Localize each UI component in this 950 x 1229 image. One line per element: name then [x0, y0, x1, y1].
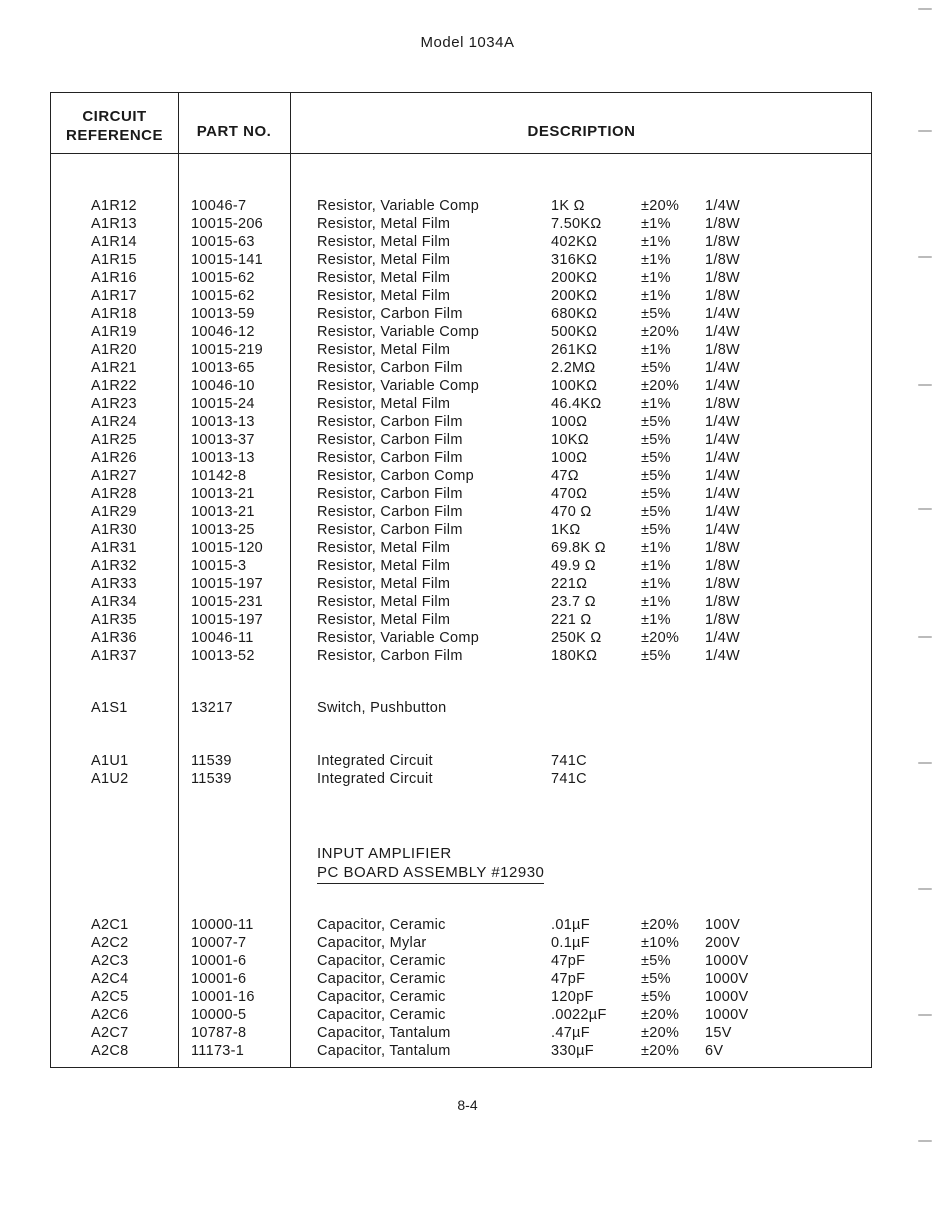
circuit-reference-cell: A1R23	[91, 396, 137, 412]
scan-edge-mark	[918, 384, 932, 386]
description-cell: Resistor, Metal Film	[317, 342, 451, 358]
description-cell: Capacitor, Ceramic	[317, 1007, 446, 1023]
part-number-cell: 13217	[191, 700, 233, 716]
rating-cell: 1/4W	[705, 306, 741, 322]
value-cell: 49.9 Ω	[551, 558, 596, 574]
description-cell: Resistor, Carbon Film	[317, 504, 463, 520]
part-number-cell: 10013-21	[191, 486, 255, 502]
part-number-cell: 10015-197	[191, 612, 264, 628]
table-row	[51, 770, 873, 788]
tolerance-cell: ±1%	[641, 540, 671, 556]
rating-cell: 1/8W	[705, 612, 741, 628]
circuit-reference-cell: A1R36	[91, 630, 137, 646]
tolerance-cell: ±5%	[641, 522, 671, 538]
rating-cell: 15V	[705, 1025, 732, 1041]
part-number-cell: 11173-1	[191, 1043, 245, 1059]
value-cell: 1KΩ	[551, 522, 581, 538]
tolerance-cell: ±1%	[641, 270, 671, 286]
rating-cell: 1/4W	[705, 432, 741, 448]
part-number-cell: 10015-141	[191, 252, 264, 268]
table-row	[51, 629, 873, 647]
value-cell: 250K Ω	[551, 630, 602, 646]
description-cell: Integrated Circuit	[317, 771, 433, 787]
description-cell: Capacitor, Ceramic	[317, 989, 446, 1005]
description-cell: Resistor, Metal Film	[317, 540, 451, 556]
circuit-reference-cell: A1R35	[91, 612, 137, 628]
part-number-cell: 10001-6	[191, 953, 247, 969]
description-cell: Resistor, Metal Film	[317, 216, 451, 232]
description-cell: Resistor, Carbon Film	[317, 306, 463, 322]
circuit-reference-cell: A2C2	[91, 935, 129, 951]
part-number-cell: 10013-59	[191, 306, 255, 322]
tolerance-cell: ±5%	[641, 468, 671, 484]
description-cell: Resistor, Metal Film	[317, 270, 451, 286]
rating-cell: 1/4W	[705, 414, 741, 430]
table-row	[51, 485, 873, 503]
table-row	[51, 952, 873, 970]
description-cell: Resistor, Carbon Film	[317, 486, 463, 502]
table-row	[51, 197, 873, 215]
part-number-cell: 10015-120	[191, 540, 264, 556]
part-number-cell: 11539	[191, 771, 232, 787]
tolerance-cell: ±1%	[641, 576, 671, 592]
circuit-reference-cell: A1R18	[91, 306, 137, 322]
table-row	[51, 988, 873, 1006]
table-row	[51, 269, 873, 287]
table-row	[51, 1042, 873, 1060]
rating-cell: 1/8W	[705, 216, 741, 232]
tolerance-cell: ±5%	[641, 414, 671, 430]
description-cell: Resistor, Carbon Film	[317, 522, 463, 538]
value-cell: 7.50KΩ	[551, 216, 602, 232]
part-number-cell: 10015-219	[191, 342, 264, 358]
rating-cell: 1/8W	[705, 342, 741, 358]
circuit-reference-cell: A2C6	[91, 1007, 129, 1023]
circuit-reference-cell: A1R13	[91, 216, 137, 232]
header-description: DESCRIPTION	[527, 123, 636, 140]
table-row	[51, 233, 873, 251]
parts-list-table	[50, 92, 872, 1068]
value-cell: 741C	[551, 753, 587, 769]
part-number-cell: 10046-7	[191, 198, 247, 214]
rating-cell: 1/8W	[705, 288, 741, 304]
description-cell: Resistor, Carbon Film	[317, 432, 463, 448]
value-cell: 680KΩ	[551, 306, 598, 322]
part-number-cell: 10013-65	[191, 360, 255, 376]
tolerance-cell: ±5%	[641, 971, 671, 987]
table-row	[51, 575, 873, 593]
scan-edge-mark	[918, 256, 932, 258]
description-cell: Capacitor, Ceramic	[317, 971, 446, 987]
rating-cell: 1/4W	[705, 360, 741, 376]
description-cell: Resistor, Metal Film	[317, 252, 451, 268]
tolerance-cell: ±1%	[641, 252, 671, 268]
rating-cell: 1/8W	[705, 396, 741, 412]
circuit-reference-cell: A1R31	[91, 540, 137, 556]
circuit-reference-cell: A1R24	[91, 414, 137, 430]
value-cell: 500KΩ	[551, 324, 598, 340]
value-cell: 47pF	[551, 953, 586, 969]
scan-edge-mark	[918, 762, 932, 764]
tolerance-cell: ±5%	[641, 648, 671, 664]
scan-edge-mark	[918, 8, 932, 10]
value-cell: 47pF	[551, 971, 586, 987]
table-row	[51, 916, 873, 934]
table-row	[51, 611, 873, 629]
part-number-cell: 10001-16	[191, 989, 255, 1005]
rating-cell: 1/4W	[705, 630, 741, 646]
description-cell: Resistor, Metal Film	[317, 288, 451, 304]
table-row	[51, 431, 873, 449]
value-cell: 46.4KΩ	[551, 396, 602, 412]
circuit-reference-cell: A1U2	[91, 771, 129, 787]
part-number-cell: 10046-10	[191, 378, 255, 394]
circuit-reference-cell: A2C5	[91, 989, 129, 1005]
circuit-reference-cell: A2C3	[91, 953, 129, 969]
rating-cell: 1000V	[705, 953, 749, 969]
table-row	[51, 251, 873, 269]
circuit-reference-cell: A1R28	[91, 486, 137, 502]
part-number-cell: 10000-11	[191, 917, 254, 933]
tolerance-cell: ±5%	[641, 306, 671, 322]
circuit-reference-cell: A1R30	[91, 522, 137, 538]
table-row	[51, 287, 873, 305]
table-row	[51, 752, 873, 770]
circuit-reference-cell: A1R27	[91, 468, 137, 484]
scan-edge-mark	[918, 130, 932, 132]
part-number-cell: 10142-8	[191, 468, 247, 484]
table-row	[51, 413, 873, 431]
circuit-reference-cell: A2C7	[91, 1025, 129, 1041]
part-number-cell: 10013-13	[191, 414, 255, 430]
value-cell: 330µF	[551, 1043, 594, 1059]
rating-cell: 1/4W	[705, 522, 741, 538]
value-cell: .47µF	[551, 1025, 590, 1041]
table-row	[51, 557, 873, 575]
scan-edge-mark	[918, 1014, 932, 1016]
table-row	[51, 215, 873, 233]
tolerance-cell: ±20%	[641, 198, 680, 214]
circuit-reference-cell: A1R25	[91, 432, 137, 448]
value-cell: 470Ω	[551, 486, 588, 502]
tolerance-cell: ±1%	[641, 612, 671, 628]
rating-cell: 1/8W	[705, 252, 741, 268]
description-cell: Resistor, Metal Film	[317, 396, 451, 412]
section-heading	[317, 844, 544, 884]
rating-cell: 1/4W	[705, 378, 741, 394]
part-number-cell: 10015-197	[191, 576, 264, 592]
part-number-cell: 10015-62	[191, 270, 255, 286]
part-number-cell: 10001-6	[191, 971, 247, 987]
rating-cell: 1/8W	[705, 558, 741, 574]
part-number-cell: 10015-62	[191, 288, 255, 304]
description-cell: Resistor, Variable Comp	[317, 378, 480, 394]
part-number-cell: 10015-231	[191, 594, 264, 610]
table-row	[51, 593, 873, 611]
description-cell: Resistor, Carbon Film	[317, 450, 463, 466]
rating-cell: 1/8W	[705, 576, 741, 592]
section-heading-line1: INPUT AMPLIFIER	[317, 845, 452, 862]
value-cell: 100KΩ	[551, 378, 598, 394]
rating-cell: 6V	[705, 1043, 724, 1059]
part-number-cell: 10013-37	[191, 432, 255, 448]
part-number-cell: 11539	[191, 753, 232, 769]
tolerance-cell: ±5%	[641, 432, 671, 448]
circuit-reference-cell: A1R29	[91, 504, 137, 520]
rating-cell: 1/4W	[705, 468, 741, 484]
tolerance-cell: ±5%	[641, 989, 671, 1005]
part-number-cell: 10013-52	[191, 648, 255, 664]
table-row	[51, 503, 873, 521]
description-cell: Resistor, Carbon Film	[317, 360, 463, 376]
rating-cell: 1/8W	[705, 594, 741, 610]
description-cell: Capacitor, Ceramic	[317, 917, 446, 933]
circuit-reference-cell: A1R12	[91, 198, 137, 214]
table-row	[51, 1024, 873, 1042]
header-circuit-reference-text: CIRCUIT REFERENCE	[65, 108, 163, 144]
header-divider	[51, 153, 871, 154]
value-cell: 402KΩ	[551, 234, 598, 250]
table-row	[51, 1006, 873, 1024]
circuit-reference-cell: A1R14	[91, 234, 137, 250]
circuit-reference-cell: A1U1	[91, 753, 129, 769]
tolerance-cell: ±1%	[641, 288, 671, 304]
tolerance-cell: ±5%	[641, 360, 671, 376]
description-cell: Capacitor, Tantalum	[317, 1043, 451, 1059]
value-cell: 100Ω	[551, 414, 588, 430]
value-cell: 23.7 Ω	[551, 594, 596, 610]
value-cell: 741C	[551, 771, 587, 787]
section-heading-line2: PC BOARD ASSEMBLY #12930	[317, 863, 544, 884]
description-cell: Capacitor, Tantalum	[317, 1025, 451, 1041]
circuit-reference-cell: A1R37	[91, 648, 137, 664]
description-cell: Resistor, Metal Film	[317, 558, 451, 574]
scan-edge-mark	[918, 1140, 932, 1142]
description-cell: Resistor, Metal Film	[317, 594, 451, 610]
tolerance-cell: ±5%	[641, 486, 671, 502]
circuit-reference-cell: A1R19	[91, 324, 137, 340]
circuit-reference-cell: A2C1	[91, 917, 129, 933]
description-cell: Resistor, Metal Film	[317, 576, 451, 592]
circuit-reference-cell: A1R15	[91, 252, 137, 268]
rating-cell: 1/4W	[705, 450, 741, 466]
tolerance-cell: ±1%	[641, 594, 671, 610]
value-cell: 100Ω	[551, 450, 588, 466]
value-cell: 180KΩ	[551, 648, 598, 664]
part-number-cell: 10787-8	[191, 1025, 247, 1041]
tolerance-cell: ±20%	[641, 630, 680, 646]
tolerance-cell: ±5%	[641, 953, 671, 969]
circuit-reference-cell: A1R17	[91, 288, 137, 304]
value-cell: 200KΩ	[551, 270, 598, 286]
description-cell: Resistor, Metal Film	[317, 234, 451, 250]
description-cell: Capacitor, Mylar	[317, 935, 427, 951]
page-model-title: Model 1034A	[420, 34, 515, 51]
table-row	[51, 521, 873, 539]
tolerance-cell: ±1%	[641, 216, 671, 232]
description-cell: Resistor, Variable Comp	[317, 198, 480, 214]
part-number-cell: 10013-13	[191, 450, 255, 466]
table-row	[51, 359, 873, 377]
part-number-cell: 10013-21	[191, 504, 255, 520]
description-cell: Resistor, Carbon Film	[317, 414, 463, 430]
table-row	[51, 539, 873, 557]
rating-cell: 1/4W	[705, 324, 741, 340]
value-cell: 221Ω	[551, 576, 588, 592]
tolerance-cell: ±5%	[641, 504, 671, 520]
value-cell: .01µF	[551, 917, 590, 933]
rating-cell: 1/4W	[705, 198, 741, 214]
table-row	[51, 305, 873, 323]
rating-cell: 1000V	[705, 1007, 749, 1023]
scan-edge-mark	[918, 636, 932, 638]
table-row	[51, 449, 873, 467]
value-cell: 47Ω	[551, 468, 579, 484]
value-cell: 261KΩ	[551, 342, 598, 358]
tolerance-cell: ±20%	[641, 324, 680, 340]
part-number-cell: 10046-12	[191, 324, 255, 340]
value-cell: 1K Ω	[551, 198, 585, 214]
description-cell: Resistor, Carbon Film	[317, 648, 463, 664]
circuit-reference-cell: A1R32	[91, 558, 137, 574]
tolerance-cell: ±1%	[641, 396, 671, 412]
description-cell: Capacitor, Ceramic	[317, 953, 446, 969]
table-row	[51, 395, 873, 413]
table-row	[51, 467, 873, 485]
tolerance-cell: ±20%	[641, 1025, 680, 1041]
table-row	[51, 934, 873, 952]
part-number-cell: 10015-3	[191, 558, 247, 574]
scan-edge-mark	[918, 888, 932, 890]
part-number-cell: 10015-24	[191, 396, 255, 412]
circuit-reference-cell: A1R20	[91, 342, 137, 358]
value-cell: 120pF	[551, 989, 594, 1005]
circuit-reference-cell: A2C4	[91, 971, 129, 987]
circuit-reference-cell: A1R16	[91, 270, 137, 286]
value-cell: .0022µF	[551, 1007, 607, 1023]
tolerance-cell: ±20%	[641, 1007, 680, 1023]
scan-edge-mark	[918, 508, 932, 510]
circuit-reference-cell: A1R22	[91, 378, 137, 394]
rating-cell: 1000V	[705, 989, 749, 1005]
rating-cell: 1/8W	[705, 234, 741, 250]
value-cell: 0.1µF	[551, 935, 590, 951]
circuit-reference-cell: A1R33	[91, 576, 137, 592]
rating-cell: 1/8W	[705, 540, 741, 556]
table-row	[51, 699, 873, 717]
circuit-reference-cell: A1S1	[91, 700, 128, 716]
tolerance-cell: ±10%	[641, 935, 680, 951]
value-cell: 316KΩ	[551, 252, 598, 268]
rating-cell: 1000V	[705, 971, 749, 987]
description-cell: Switch, Pushbutton	[317, 700, 447, 716]
table-row	[51, 970, 873, 988]
part-number-cell: 10015-206	[191, 216, 264, 232]
tolerance-cell: ±1%	[641, 558, 671, 574]
value-cell: 221 Ω	[551, 612, 592, 628]
description-cell: Integrated Circuit	[317, 753, 433, 769]
header-circuit-reference	[51, 107, 178, 145]
circuit-reference-cell: A2C8	[91, 1043, 129, 1059]
circuit-reference-cell: A1R26	[91, 450, 137, 466]
rating-cell: 1/4W	[705, 486, 741, 502]
description-cell: Resistor, Variable Comp	[317, 324, 480, 340]
header-part-no: PART NO.	[196, 123, 272, 140]
value-cell: 2.2MΩ	[551, 360, 596, 376]
tolerance-cell: ±1%	[641, 342, 671, 358]
value-cell: 200KΩ	[551, 288, 598, 304]
value-cell: 69.8K Ω	[551, 540, 606, 556]
page-number: 8-4	[457, 1097, 478, 1113]
value-cell: 470 Ω	[551, 504, 592, 520]
part-number-cell: 10000-5	[191, 1007, 247, 1023]
rating-cell: 100V	[705, 917, 741, 933]
rating-cell: 1/4W	[705, 504, 741, 520]
part-number-cell: 10046-11	[191, 630, 254, 646]
tolerance-cell: ±1%	[641, 234, 671, 250]
table-row	[51, 323, 873, 341]
description-cell: Resistor, Variable Comp	[317, 630, 480, 646]
tolerance-cell: ±20%	[641, 378, 680, 394]
circuit-reference-cell: A1R34	[91, 594, 137, 610]
part-number-cell: 10015-63	[191, 234, 255, 250]
rating-cell: 200V	[705, 935, 741, 951]
tolerance-cell: ±20%	[641, 1043, 680, 1059]
description-cell: Resistor, Carbon Comp	[317, 468, 474, 484]
table-row	[51, 377, 873, 395]
part-number-cell: 10013-25	[191, 522, 255, 538]
rating-cell: 1/4W	[705, 648, 741, 664]
circuit-reference-cell: A1R21	[91, 360, 137, 376]
tolerance-cell: ±20%	[641, 917, 680, 933]
value-cell: 10KΩ	[551, 432, 589, 448]
tolerance-cell: ±5%	[641, 450, 671, 466]
rating-cell: 1/8W	[705, 270, 741, 286]
table-row	[51, 647, 873, 665]
part-number-cell: 10007-7	[191, 935, 247, 951]
table-row	[51, 341, 873, 359]
description-cell: Resistor, Metal Film	[317, 612, 451, 628]
